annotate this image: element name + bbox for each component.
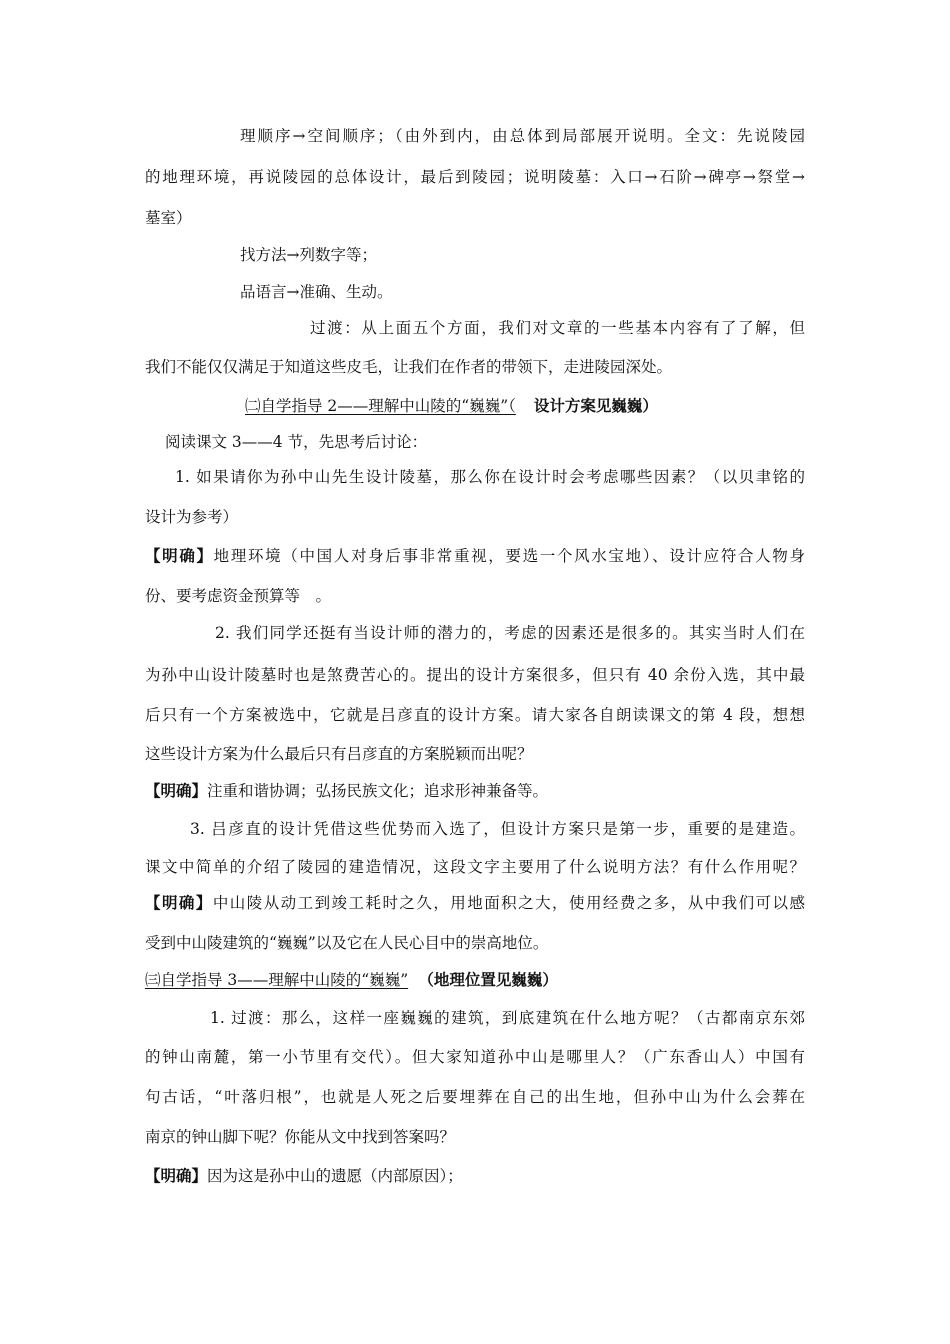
text-line: 南京的钟山脚下呢？你能从文中找到答案吗？ xyxy=(145,1128,456,1146)
answer-tag: 【明确】 xyxy=(145,1166,208,1185)
answer-line: 【明确】中山陵从动工到竣工耗时之久，用地面积之大，使用经费之多，从中我们可以感 xyxy=(145,893,805,912)
text-line: 设计为参考） xyxy=(145,508,239,526)
text-line: 这些设计方案为什么最后只有吕彦直的方案脱颖而出呢？ xyxy=(145,745,533,763)
answer-tag: 【明确】 xyxy=(145,781,208,800)
answer-tag: 【明确】 xyxy=(145,546,214,565)
section-heading-2-title: ㈡自学指导 2——理解中山陵的“巍巍”（ xyxy=(245,397,516,415)
text-line: 受到中山陵建筑的“巍巍”以及它在人民心目中的崇高地位。 xyxy=(145,934,549,952)
text-line: 找方法→列数字等； xyxy=(240,246,377,264)
transition-paragraph: 过渡：从上面五个方面，我们对文章的一些基本内容有了了解，但 xyxy=(310,319,805,337)
text-line: 份、要考虑资金预算等 。 xyxy=(145,587,332,605)
section-heading-2-subtitle: 设计方案见巍巍） xyxy=(533,396,658,415)
section-heading-3-title: ㈢自学指导 3——理解中山陵的“巍巍” xyxy=(145,971,409,989)
text-line: 理顺序→空间顺序；（由外到内，由总体到局部展开说明。全文：先说陵园 xyxy=(240,127,805,145)
text-line: 阅读课文 3——4 节，先思考后讨论： xyxy=(165,433,428,451)
text-line: 为孙中山设计陵墓时也是煞费苦心的。提出的设计方案很多，但只有 40 余份入选，其中最 xyxy=(145,666,805,684)
question-transition: 1. 过渡：那么，这样一座巍巍的建筑，到底建筑在什么地方呢？（古都南京东郊 xyxy=(210,1009,805,1027)
section-heading-2 xyxy=(245,396,658,416)
text-line: 的钟山南麓，第一小节里有交代）。但大家知道孙中山是哪里人？（广东香山人）中国有 xyxy=(145,1048,805,1066)
answer-line: 【明确】地理环境（中国人对身后事非常重视，要选一个风水宝地）、设计应符合人物身 xyxy=(145,546,805,565)
section-heading-3 xyxy=(145,970,558,990)
section-heading-3-subtitle: （地理位置见巍巍） xyxy=(426,970,558,989)
text-line: 我们不能仅仅满足于知道这些皮毛，让我们在作者的带领下，走进陵园深处。 xyxy=(145,358,673,376)
text-line: 后只有一个方案被选中，它就是吕彦直的设计方案。请大家各自朗读课文的第 4 段，想想 xyxy=(145,706,805,724)
text-line: 品语言→准确、生动。 xyxy=(240,283,393,301)
answer-line: 【明确】因为这是孙中山的遗愿（内部原因）； xyxy=(145,1166,463,1185)
question-3: 3. 吕彦直的设计凭借这些优势而入选了，但设计方案只是第一步，重要的是建造。 xyxy=(190,820,805,838)
answer-line: 【明确】注重和谐协调；弘扬民族文化；追求形神兼备等。 xyxy=(145,781,549,800)
text-line: 句古话，“叶落归根”，也就是人死之后要埋葬在自己的出生地，但孙中山为什么会葬在 xyxy=(145,1088,805,1106)
question-1: 1. 如果请你为孙中山先生设计陵墓，那么你在设计时会考虑哪些因素？（以贝聿铭的 xyxy=(175,468,805,486)
answer-tag: 【明确】 xyxy=(145,893,213,912)
text-line: 课文中简单的介绍了陵园的建造情况，这段文字主要用了什么说明方法？有什么作用呢？ xyxy=(145,858,805,876)
question-2: 2. 我们同学还挺有当设计师的潜力的，考虑的因素还是很多的。其实当时人们在 xyxy=(215,624,805,642)
text-line: 的地理环境，再说陵园的总体设计，最后到陵园；说明陵墓：入口→石阶→碑亭→祭堂→ xyxy=(145,168,805,186)
text-line: 墓室） xyxy=(145,209,192,227)
